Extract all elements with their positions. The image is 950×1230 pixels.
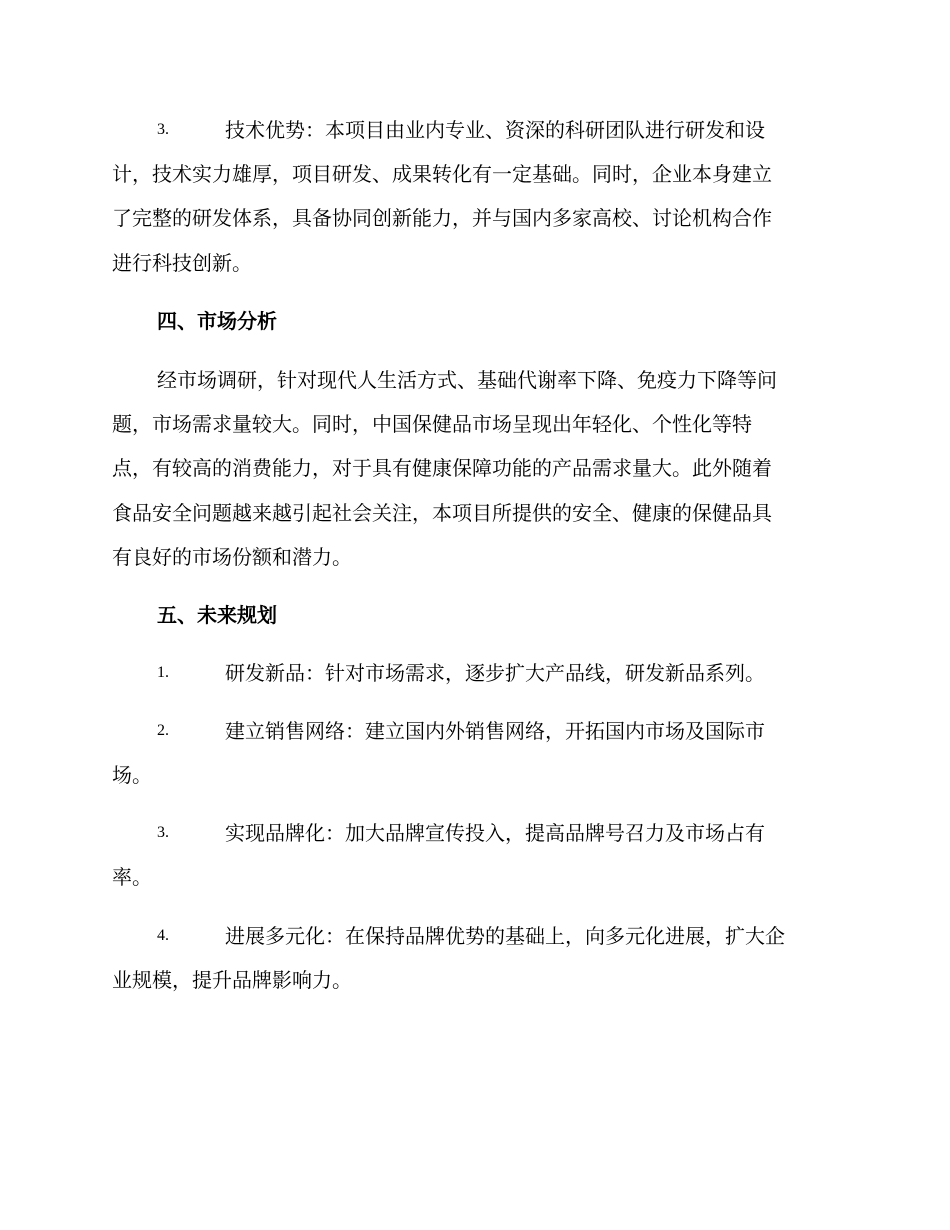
- paragraph-line: 研发新品：针对市场需求，逐步扩大产品线，研发新品系列。: [225, 661, 765, 685]
- paragraph-line: 点，有较高的消费能力，对于具有健康保障功能的产品需求量大。此外随着: [112, 456, 772, 480]
- paragraph-line: 食品安全问题越来越引起社会关注，本项目所提供的安全、健康的保健品具: [112, 501, 772, 525]
- list-number: 1.: [157, 664, 169, 681]
- paragraph-line: 率。: [112, 865, 152, 889]
- paragraph-line: 技术优势：本项目由业内专业、资深的科研团队进行研发和设: [225, 118, 765, 142]
- section-heading: 四、市场分析: [157, 309, 277, 333]
- paragraph-line: 题，市场需求量较大。同时，中国保健品市场呈现出年轻化、个性化等特: [112, 412, 752, 436]
- paragraph-line: 进行科技创新。: [112, 251, 252, 275]
- paragraph-line: 实现品牌化：加大品牌宣传投入，提高品牌号召力及市场占有: [225, 821, 765, 845]
- paragraph-line: 经市场调研，针对现代人生活方式、基础代谢率下降、免疫力下降等问: [157, 368, 777, 392]
- list-number: 3.: [157, 121, 169, 138]
- list-number: 3.: [157, 824, 169, 841]
- paragraph-line: 业规模，提升品牌影响力。: [112, 968, 352, 992]
- list-number: 4.: [157, 927, 169, 944]
- paragraph-line: 场。: [112, 763, 152, 787]
- paragraph-line: 建立销售网络：建立国内外销售网络，开拓国内市场及国际市: [225, 719, 765, 743]
- section-heading: 五、未来规划: [157, 603, 277, 627]
- paragraph-line: 计，技术实力雄厚，项目研发、成果转化有一定基础。同时，企业本身建立: [112, 162, 772, 186]
- paragraph-line: 了完整的研发体系，具备协同创新能力，并与国内多家高校、讨论机构合作: [112, 206, 772, 230]
- list-number: 2.: [157, 722, 169, 739]
- paragraph-line: 进展多元化：在保持品牌优势的基础上，向多元化进展，扩大企: [225, 924, 785, 948]
- paragraph-line: 有良好的市场份额和潜力。: [112, 545, 352, 569]
